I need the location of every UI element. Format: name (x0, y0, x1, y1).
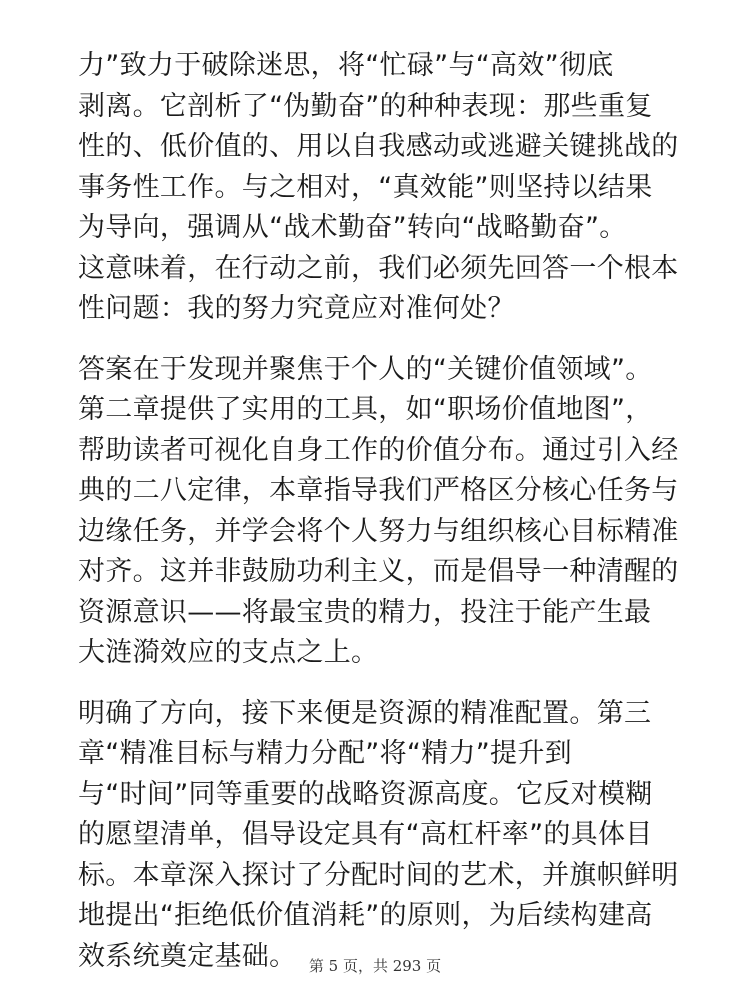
paragraph-1 (78, 46, 678, 330)
text-line: 资源意识——将最宝贵的精力，投注于能产生最 (78, 596, 652, 628)
paragraph-3 (78, 694, 678, 978)
text-line: 剥离。它剖析了“伪勤奋”的种种表现：那些重复 (78, 90, 653, 122)
text-line: 第二章提供了实用的工具，如“职场价值地图”， (78, 394, 653, 425)
text-line: 明确了方向，接下来便是资源的精准配置。第三 (78, 697, 652, 729)
text-line: 地提出“拒绝低价值消耗”的原则，为后续构建高 (78, 900, 653, 931)
text-line: 这意味着，在行动之前，我们必须先回答一个根本 (78, 252, 679, 284)
text-line: 与“时间”同等重要的战略资源高度。它反对模糊 (78, 778, 653, 810)
text-line: 边缘任务，并学会将个人努力与组织核心目标精准 (78, 515, 679, 547)
text-line: 力”致力于破除迷思，将“忙碌”与“高效”彻底 (78, 50, 614, 81)
text-line: 大涟漪效应的支点之上。 (78, 637, 379, 668)
text-line: 为导向，强调从“战术勤奋”转向“战略勤奋”。 (78, 212, 627, 243)
text-line: 效系统奠定基础。 (78, 940, 297, 972)
page-number-footer: 第 5 页，共 293 页 (308, 957, 442, 975)
text-line: 事务性工作。与之相对，“真效能”则坚持以结果 (78, 171, 653, 203)
text-line: 帮助读者可视化自身工作的价值分布。通过引入经 (78, 434, 679, 466)
text-line: 性问题：我的努力究竟应对准何处？ (78, 293, 515, 324)
text-line: 性的、低价值的、用以自我感动或逃避关键挑战的 (78, 131, 679, 162)
text-line: 答案在于发现并聚焦于个人的“关键价值领域”。 (78, 353, 653, 385)
text-line: 的愿望清单，倡导设定具有“高杠杆率”的具体目 (78, 819, 653, 850)
text-line: 对齐。这并非鼓励功利主义，而是倡导一种清醒的 (78, 556, 679, 587)
text-line: 典的二八定律，本章指导我们严格区分核心任务与 (78, 475, 679, 506)
body-text (78, 46, 678, 997)
text-line: 章“精准目标与精力分配”将“精力”提升到 (78, 738, 572, 769)
paragraph-2 (78, 350, 678, 674)
text-line: 标。本章深入探讨了分配时间的艺术，并旗帜鲜明 (78, 859, 679, 891)
